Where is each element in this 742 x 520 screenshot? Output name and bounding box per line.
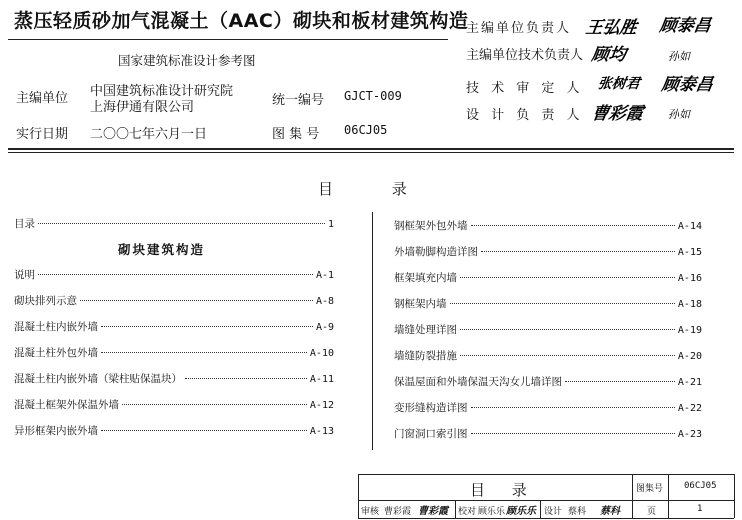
toc-entry-title: 混凝土柱外包外墙	[14, 347, 98, 359]
toc-entry-page: A-21	[677, 377, 702, 388]
toc-entry-page: A-22	[677, 403, 702, 414]
toc-leader-dots	[185, 378, 307, 379]
toc-leader-dots	[471, 433, 675, 434]
resp-label-4: 设 计 负 责 人	[466, 108, 584, 123]
tb-v1	[632, 474, 633, 518]
resp-signature-2: 顾均	[590, 45, 628, 65]
toc-entry-page: A-23	[677, 429, 702, 440]
toc-entry-page: A-11	[309, 374, 334, 385]
toc-leader-dots	[460, 329, 675, 330]
toc-entry[interactable]	[394, 348, 702, 364]
toc-entry-title: 保温屋面和外墙保温天沟女儿墙详图	[394, 376, 562, 388]
toc-entry-title: 墙缝防裂措施	[394, 350, 457, 362]
toc-entry-title: 钢框架内墙	[394, 298, 447, 310]
toc-entry-page: A-15	[677, 247, 702, 258]
title-underline	[8, 39, 448, 40]
resp-signature-4b: 孙如	[668, 108, 690, 121]
resp-signature-2b: 孙如	[668, 50, 690, 63]
toc-entry-title: 外墙勒脚构造详图	[394, 246, 478, 258]
atlas-title: 蒸压轻质砂加气混凝土（AAC）砌块和板材建筑构造	[14, 10, 469, 32]
toc-entry[interactable]	[394, 218, 702, 234]
tb-reviewer: 曹彩霞	[384, 507, 412, 517]
header-divider-thin	[8, 152, 734, 153]
toc-entry[interactable]	[14, 267, 334, 283]
effective-date: 二〇〇七年六月一日	[90, 127, 208, 142]
toc-entry-page: A-12	[309, 400, 334, 411]
tb-review-label: 审核	[361, 507, 380, 517]
toc-leader-dots	[38, 223, 325, 224]
toc-entry-title: 异形框架内嵌外墙	[14, 425, 98, 437]
toc-entry-page: A-18	[677, 299, 702, 310]
toc-entry-page: A-14	[677, 221, 702, 232]
editor-label: 主编单位	[16, 91, 69, 106]
header-divider	[8, 148, 734, 150]
tb-atlas-no: 06CJ05	[684, 481, 717, 491]
tb-designer: 蔡科	[568, 507, 587, 517]
toc-entry[interactable]	[14, 319, 334, 335]
tb-atlas-label: 图集号	[636, 484, 664, 494]
toc-column-divider	[372, 212, 373, 450]
resp-label-3: 技 术 审 定 人	[466, 81, 584, 96]
editor-unit-1: 中国建筑标准设计研究院	[90, 84, 234, 99]
unified-no-value: GJCT-009	[344, 89, 402, 103]
atlas-subtitle: 国家建筑标准设计参考图	[118, 53, 256, 68]
tb-checker-signature: 顾乐乐	[506, 506, 536, 517]
toc-entry[interactable]	[394, 244, 702, 260]
toc-entry[interactable]	[394, 270, 702, 286]
tb-page-no: 1	[697, 504, 703, 514]
toc-entry-page: A-16	[677, 273, 702, 284]
tb-left-line	[358, 474, 359, 518]
toc-leader-dots	[80, 300, 313, 301]
toc-entry-title: 变形缝构造详图	[394, 402, 468, 414]
tb-v3	[455, 500, 456, 518]
toc-entry-title: 目录	[14, 218, 35, 230]
toc-entry[interactable]	[394, 426, 702, 442]
tb-v2	[668, 474, 669, 518]
toc-entry-page: 1	[327, 219, 334, 230]
tb-bottom-line	[358, 518, 734, 519]
resp-signature-3: 张树君	[596, 76, 641, 92]
resp-label-2: 主编单位技术负责人	[466, 48, 584, 63]
toc-entry-page: A-10	[309, 348, 334, 359]
resp-signature-3b: 顾泰昌	[660, 75, 715, 95]
effective-label: 实行日期	[16, 127, 69, 142]
tb-designer-signature: 蔡科	[600, 506, 620, 517]
tb-top-line	[358, 474, 734, 475]
tb-design-label: 设计	[544, 507, 563, 517]
toc-leader-dots	[101, 326, 313, 327]
toc-entry[interactable]	[394, 296, 702, 312]
toc-entry[interactable]	[14, 345, 334, 361]
toc-entry-title: 框架填充内墙	[394, 272, 457, 284]
toc-entry-title: 混凝土框架外保温外墙	[14, 399, 119, 411]
toc-leader-dots	[565, 381, 675, 382]
toc-entry-title: 钢框架外包外墙	[394, 220, 468, 232]
tb-v4	[540, 500, 541, 518]
toc-entry[interactable]	[14, 293, 334, 309]
resp-label-1: 主编单位负责人	[466, 21, 572, 36]
toc-leader-dots	[471, 225, 675, 226]
toc-entry[interactable]	[394, 374, 702, 390]
toc-entry-page: A-8	[315, 296, 334, 307]
toc-entry[interactable]	[14, 397, 334, 413]
tb-drawing-name: 目 录	[470, 481, 527, 499]
toc-section-title: 砌块建筑构造	[118, 242, 206, 257]
toc-entry[interactable]	[14, 371, 334, 387]
tb-right-line	[734, 474, 735, 518]
toc-entry-title: 说明	[14, 269, 35, 281]
toc-leader-dots	[460, 277, 675, 278]
toc-leader-dots	[122, 404, 307, 405]
toc-entry-title: 砌块排列示意	[14, 295, 77, 307]
tb-check-label: 校对	[458, 507, 477, 517]
atlas-no-value: 06CJ05	[344, 123, 388, 137]
toc-leader-dots	[101, 430, 307, 431]
toc-entry-title: 混凝土柱内嵌外墙	[14, 321, 98, 333]
toc-entry[interactable]	[394, 400, 702, 416]
tb-checker: 顾乐乐	[478, 507, 506, 517]
editor-unit-2: 上海伊通有限公司	[90, 100, 195, 115]
unified-no-label: 统一编号	[272, 93, 325, 108]
toc-entry-page: A-20	[677, 351, 702, 362]
toc-leader-dots	[450, 303, 675, 304]
toc-entry-title: 混凝土柱内嵌外墙（梁柱贴保温块）	[14, 373, 182, 385]
tb-reviewer-signature: 曹彩霞	[418, 506, 448, 517]
tb-page-label: 页	[647, 507, 657, 517]
resp-signature-1: 王弘胜	[584, 18, 639, 38]
toc-leader-dots	[38, 274, 313, 275]
toc-entry-page: A-19	[677, 325, 702, 336]
toc-entry[interactable]	[14, 216, 334, 232]
toc-entry-page: A-9	[315, 322, 334, 333]
toc-leader-dots	[460, 355, 675, 356]
toc-heading: 目 录	[318, 180, 409, 198]
toc-leader-dots	[481, 251, 675, 252]
toc-entry-page: A-1	[315, 270, 334, 281]
resp-signature-1b: 顾泰昌	[658, 16, 713, 36]
atlas-no-label: 图 集 号	[272, 127, 320, 142]
resp-signature-4: 曹彩霞	[590, 104, 645, 124]
toc-entry-title: 门窗洞口索引图	[394, 428, 468, 440]
toc-leader-dots	[471, 407, 675, 408]
toc-entry[interactable]	[14, 423, 334, 439]
tb-mid-line	[358, 500, 734, 501]
toc-entry[interactable]	[394, 322, 702, 338]
toc-entry-title: 墙缝处理详图	[394, 324, 457, 336]
toc-entry-page: A-13	[309, 426, 334, 437]
toc-leader-dots	[101, 352, 307, 353]
